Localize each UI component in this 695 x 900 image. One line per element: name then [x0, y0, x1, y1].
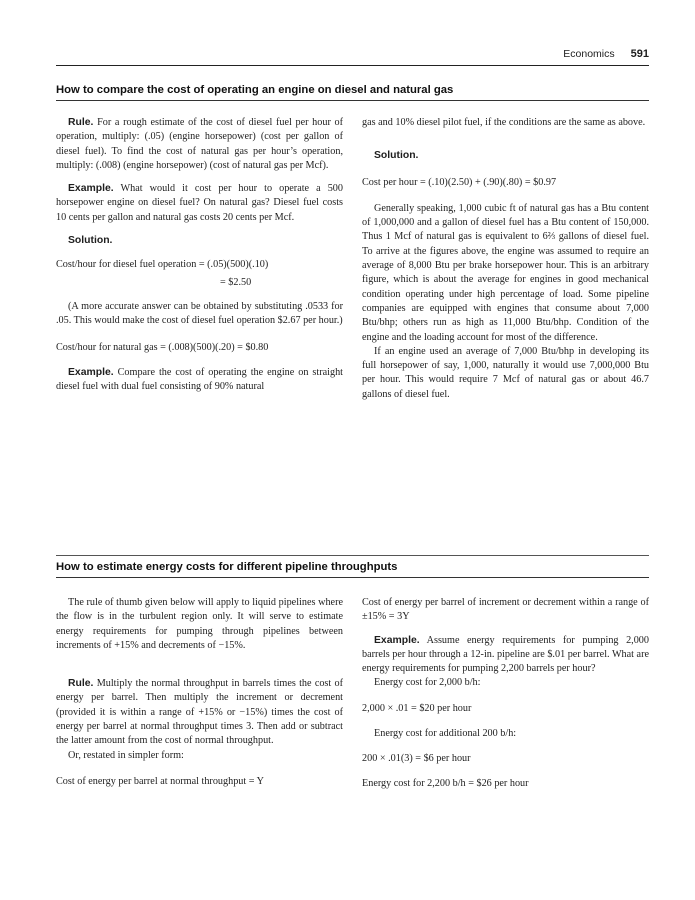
rule2-text: Multiply the normal throughput in barrels times the cost of energy per barrel. Then multiply the increment or decrement (provided it is within a range of +15% or −15%) times the cost of energy per barrel at normal throughput times 3. Then add or subtract the latter amount from the cost of normal throughput. [56, 678, 344, 747]
example1-text: What would it cost per hour to operate a 500 horsepower engine on diesel fuel? On natural gas? Diesel fuel costs 10 cents per gallon and natural gas costs 20 cents per Mcf. [56, 183, 343, 223]
rule2-label: Rule. [68, 678, 94, 690]
header-rule [56, 65, 649, 66]
label-200: Energy cost for additional 200 b/h: [374, 728, 517, 740]
running-header [56, 46, 649, 66]
section1-left-column [56, 116, 343, 394]
example3-text: Assume energy requirements for pumping 2,000 barrels per hour through a 12-in. pipeline are $.01 per barrel. What are energy requirements for pumping 2,200 barrels per hour? [362, 634, 649, 675]
label-2000: Energy cost for 2,000 b/h: [374, 677, 481, 689]
equation-2000: 2,000 × .01 = $20 per hour [362, 702, 472, 714]
section1-right-column [362, 116, 649, 402]
section2-title: How to estimate energy costs for different pipeline throughputs [56, 561, 398, 573]
note-paragraph: (A more accurate answer can be obtained by substituting .0533 for .05. This would make the cost of diesel fuel operation $2.67 per hour.) [56, 300, 343, 327]
section-name: Economics [563, 48, 615, 60]
section1-title-rule [56, 100, 649, 101]
equation-200: 200 × .01(3) = $6 per hour [362, 753, 471, 765]
example1-paragraph [56, 182, 343, 225]
example3-paragraph [362, 634, 649, 677]
equation-diesel: Cost/hour for diesel fuel operation = (.05)(500)(.10) [56, 259, 269, 271]
rule-text: For a rough estimate of the cost of diesel fuel per hour of operation, multiply: (.05) (engine horsepower) (cost per gallon of diesel fuel). To find the cost of natural gas per hour’s operation, multiply: (.008) (engine horsepower) (cost of natural gas per Mcf). [56, 117, 344, 171]
rule2-paragraph [56, 677, 343, 748]
equation-cost-per-hour: Cost per hour = (.10)(2.50) + (.90)(.80) = $0.97 [362, 176, 557, 188]
section2-top-rule [56, 555, 649, 556]
example2-label: Example. [68, 366, 114, 378]
intro-paragraph: The rule of thumb given below will apply to liquid pipelines where the flow is in the turbulent region only. It will serve to estimate energy requirements for pumping through pipelines between increments of +15% and decrements of −15%. [56, 597, 343, 651]
solution2-label: Solution. [374, 150, 419, 162]
solution-label: Solution. [68, 235, 113, 247]
example2-paragraph [56, 366, 343, 395]
section2-right-column [362, 596, 649, 791]
example3-label: Example. [374, 634, 420, 646]
rule-label: Rule. [68, 117, 94, 128]
equation-range: Cost of energy per barrel of increment or decrement within a range of ±15% = 3Y [362, 597, 649, 623]
page-number: 591 [630, 48, 649, 60]
continued-text: gas and 10% diesel pilot fuel, if the conditions are the same as above. [362, 117, 646, 128]
example1-label: Example. [68, 183, 114, 195]
btu-paragraph: Generally speaking, 1,000 cubic ft of natural gas has a Btu content of 1,000,000 and a gallon of diesel fuel has a Btu content of 150,000. Thus 1 Mcf of natural gas is equivalent to 6⅔ gallons of diesel fuel. To arrive at the figures above, the engine was assumed to require an average of 8,000 Btu per brake horsepower hour. This is an arbitrary figure, which is about the average for engines in good mechanical condition operating under high percentage of load. Some pipeline companies are equipped with engines that consume about 7,000 Btu/bhp; others run as high as 11,000 Btu/bhp. Condition of the engine and the loading account for most of the difference. [362, 202, 649, 343]
equation-gas: Cost/hour for natural gas = (.008)(500)(.20) = $0.80 [56, 341, 269, 353]
section2-title-rule [56, 577, 649, 578]
restated-text: Or, restated in simpler form: [68, 749, 184, 761]
engine-paragraph: If an engine used an average of 7,000 Btu/bhp in developing its full horsepower of say, 1,000, naturally it would use 7,000,000 Btu per hour. This would require 7 Mcf of natural gas or about 46.7 gallons of diesel fuel. [362, 345, 649, 400]
equation-total: Energy cost for 2,200 b/h = $26 per hour [362, 777, 529, 789]
solution-paragraph [56, 234, 343, 248]
section2-left-column [56, 596, 343, 789]
equation-diesel-result: = $2.50 [220, 276, 252, 288]
running-head-text [563, 48, 649, 60]
equation-normal-throughput: Cost of energy per barrel at normal throughput = Y [56, 775, 265, 787]
example2-text: Compare the cost of operating the engine on straight diesel fuel with dual fuel consisting of 90% natural [56, 366, 343, 393]
rule-paragraph [56, 116, 343, 173]
section1-title: How to compare the cost of operating an engine on diesel and natural gas [56, 84, 454, 96]
solution2-paragraph [362, 149, 649, 163]
